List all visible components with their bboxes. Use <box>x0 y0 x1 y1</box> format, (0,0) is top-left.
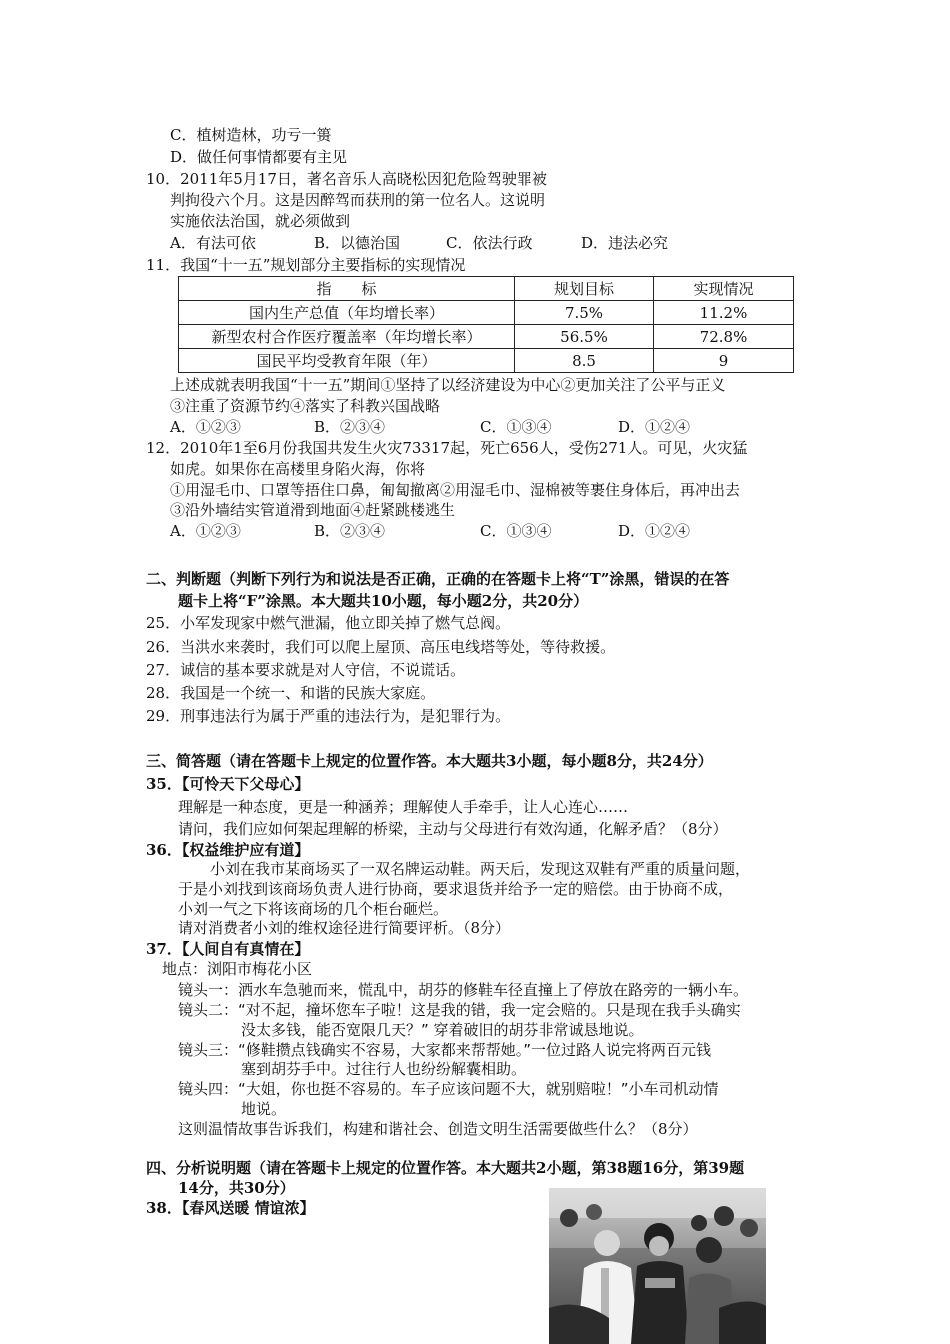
q37-heading: 37．【人间自有真情在】 <box>146 940 310 958</box>
table-row <box>179 325 794 349</box>
table-cell: 56.5% <box>515 325 654 349</box>
q11-option-b: B．②③④ <box>314 418 386 436</box>
photo-graphic <box>549 1188 766 1344</box>
judge-item: 26．当洪水来袭时，我们可以爬上屋顶、高压电线塔等处，等待救援。 <box>146 638 616 656</box>
judge-item: 28．我国是一个统一、和谐的民族大家庭。 <box>146 684 436 702</box>
table-cell: 新型农村合作医疗覆盖率（年均增长率） <box>179 325 515 349</box>
q35-line1: 理解是一种态度，更是一种涵养；理解使人手牵手，让人心连心…… <box>178 798 629 816</box>
q37-scene2-line2: 没太多钱，能否宽限几天？” 穿着破旧的胡芬非常诚恳地说。 <box>241 1021 644 1039</box>
q12-option-b: B．②③④ <box>314 522 386 540</box>
table-header-cell: 实现情况 <box>654 277 794 301</box>
q36-heading: 36．【权益维护应有道】 <box>146 841 310 859</box>
q10-option-d: D．违法必究 <box>581 234 669 252</box>
q11-option-c: C．①③④ <box>480 418 552 436</box>
table-cell: 8.5 <box>515 349 654 373</box>
table-cell: 11.2% <box>654 301 794 325</box>
q36-line1: 小刘在我市某商场买了一双名牌运动鞋。两天后，发现这双鞋有严重的质量问题， <box>210 860 751 878</box>
q9-option-d: D．做任何事情都要有主见 <box>170 148 348 166</box>
indicator-table <box>178 276 794 373</box>
table-row <box>179 349 794 373</box>
q12-option-a: A．①②③ <box>170 522 241 540</box>
q11-after-line1: 上述成就表明我国“十一五”期间①坚持了以经济建设为中心②更加关注了公平与正义 <box>170 376 726 394</box>
q37-scene3-line1: 镜头三：“修鞋攒点钱确实不容易，大家都来帮帮她。”一位过路人说完将两百元钱 <box>178 1041 712 1059</box>
q37-scene2-line1: 镜头二：“对不起，撞坏您车子啦！这是我的错，我一定会赔的。只是现在我手头确实 <box>178 1001 741 1019</box>
q12-stem-line2: 如虎。如果你在高楼里身陷火海，你将 <box>170 460 426 478</box>
q11-option-d: D．①②④ <box>618 418 691 436</box>
q36-question: 请对消费者小刘的维权途径进行简要评析。（8分） <box>178 919 511 937</box>
q12-stem-line1: 12．2010年1至6月份我国共发生火灾73317起，死亡656人，受伤271人。可见，火灾猛 <box>146 439 748 457</box>
q36-line3: 小刘一气之下将该商场的几个柜台砸烂。 <box>178 900 449 918</box>
section2-title-line2: 题卡上将“F”涂黑。本大题共10小题，每小题2分，共20分） <box>178 592 589 610</box>
q10-stem-line3: 实施依法治国，就必须做到 <box>170 212 351 230</box>
table-cell: 9 <box>654 349 794 373</box>
q37-scene4-line1: 镜头四：“大姐，你也挺不容易的。车子应该问题不大，就别赔啦！”小车司机动情 <box>178 1080 719 1098</box>
q11-option-a: A．①②③ <box>170 418 241 436</box>
table-cell: 72.8% <box>654 325 794 349</box>
section3-title: 三、简答题（请在答题卡上规定的位置作答。本大题共3小题，每小题8分，共24分） <box>146 752 713 770</box>
table-header-cell: 指 标 <box>179 277 515 301</box>
judge-item: 29．刑事违法行为属于严重的违法行为，是犯罪行为。 <box>146 707 511 725</box>
q10-stem-line2: 判拘役六个月。这是因醉驾而获刑的第一位名人。这说明 <box>170 191 546 209</box>
q11-after-line2: ③注重了资源节约④落实了科教兴国战略 <box>170 397 441 415</box>
table-row <box>179 301 794 325</box>
q35-heading: 35．【可怜天下父母心】 <box>146 775 310 793</box>
q36-line2: 于是小刘找到该商场负责人进行协商，要求退货并给予一定的赔偿。由于协商不成， <box>178 880 734 898</box>
q10-option-b: B．以德治国 <box>314 234 401 252</box>
q37-scene1: 镜头一：洒水车急驰而来，慌乱中，胡芬的修鞋车径直撞上了停放在路旁的一辆小车。 <box>178 981 749 999</box>
q12-option-d: D．①②④ <box>618 522 691 540</box>
section2-title-line1: 二、判断题（判断下列行为和说法是否正确，正确的在答题卡上将“T”涂黑，错误的在答 <box>146 570 730 588</box>
table-header-row <box>179 277 794 301</box>
news-photo <box>549 1188 766 1344</box>
q10-stem-line1: 10．2011年5月17日，著名音乐人高晓松因犯危险驾驶罪被 <box>146 170 547 188</box>
q9-option-c: C．植树造林，功亏一篑 <box>170 126 332 144</box>
q10-option-a: A．有法可依 <box>170 234 256 252</box>
section4-title-line2: 14分，共30分） <box>178 1179 295 1197</box>
table-cell: 7.5% <box>515 301 654 325</box>
judge-item: 27．诚信的基本要求就是对人守信，不说谎话。 <box>146 661 466 679</box>
q35-question: 请问，我们应如何架起理解的桥梁，主动与父母进行有效沟通，化解矛盾？（8分） <box>178 820 728 838</box>
q38-heading: 38．【春风送暖 情谊浓】 <box>146 1199 315 1217</box>
q12-line4: ③沿外墙结实管道滑到地面④赶紧跳楼逃生 <box>170 501 456 519</box>
q10-option-c: C．依法行政 <box>446 234 533 252</box>
judge-item: 25．小军发现家中燃气泄漏，他立即关掉了燃气总阀。 <box>146 614 511 632</box>
table-cell: 国内生产总值（年均增长率） <box>179 301 515 325</box>
q12-line3: ①用湿毛巾、口罩等捂住口鼻，匍匐撤离②用湿毛巾、湿棉被等裹住身体后，再冲出去 <box>170 481 741 499</box>
section4-title-line1: 四、分析说明题（请在答题卡上规定的位置作答。本大题共2小题，第38题16分，第39题 <box>146 1159 745 1177</box>
table-cell: 国民平均受教育年限（年） <box>179 349 515 373</box>
q11-stem: 11．我国“十一五”规划部分主要指标的实现情况 <box>146 256 466 274</box>
q37-scene3-line2: 塞到胡芬手中。过往行人也纷纷解囊相助。 <box>241 1060 527 1078</box>
q37-place: 地点：浏阳市梅花小区 <box>162 960 313 978</box>
q37-scene4-line2: 地说。 <box>241 1100 287 1118</box>
q12-option-c: C．①③④ <box>480 522 552 540</box>
q37-question: 这则温情故事告诉我们，构建和谐社会、创造文明生活需要做些什么？（8分） <box>178 1120 698 1138</box>
table-header-cell: 规划目标 <box>515 277 654 301</box>
